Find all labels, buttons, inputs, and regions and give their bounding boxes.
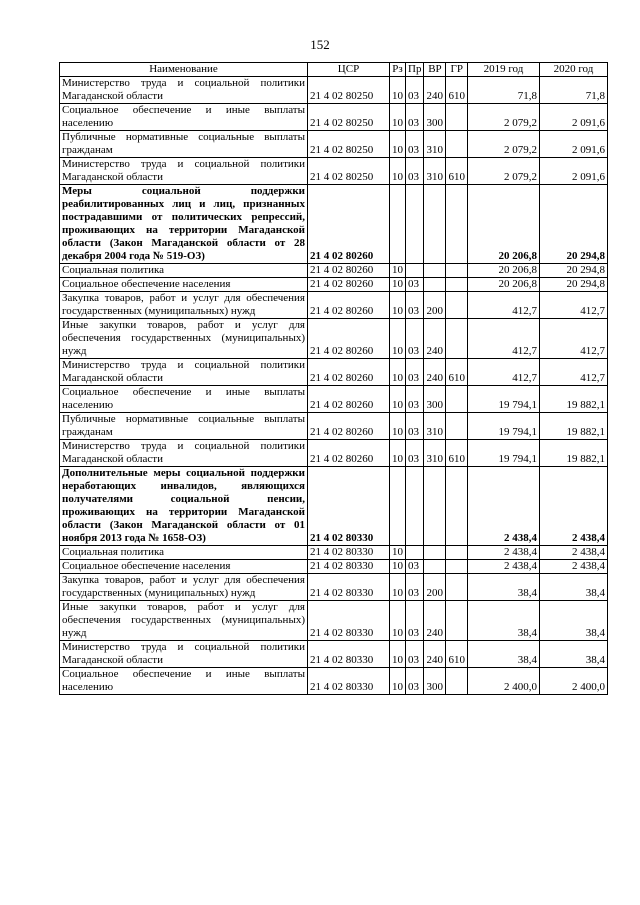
header-vr: ВР [424, 63, 446, 77]
row-value-2020: 20 294,8 [539, 185, 607, 264]
row-value-2019: 2 079,2 [467, 158, 539, 185]
header-row [60, 63, 608, 77]
row-pr: 03 [406, 641, 424, 668]
row-value-2019: 2 438,4 [467, 560, 539, 574]
row-name: Социальное обеспечение и иные выплаты населению [60, 104, 308, 131]
row-rz: 10 [390, 440, 406, 467]
row-value-2019: 19 794,1 [467, 413, 539, 440]
table-row [60, 292, 608, 319]
row-gr: 610 [446, 158, 468, 185]
table-row [60, 601, 608, 641]
table-row [60, 158, 608, 185]
table-row [60, 131, 608, 158]
row-pr: 03 [406, 574, 424, 601]
table-row [60, 467, 608, 546]
row-gr: 610 [446, 77, 468, 104]
table-row [60, 386, 608, 413]
row-vr: 240 [424, 319, 446, 359]
row-value-2020: 38,4 [539, 641, 607, 668]
row-vr: 310 [424, 440, 446, 467]
row-value-2019: 2 438,4 [467, 546, 539, 560]
row-gr [446, 386, 468, 413]
row-vr: 240 [424, 601, 446, 641]
row-gr [446, 601, 468, 641]
row-name: Социальное обеспечение и иные выплаты населению [60, 668, 308, 695]
budget-table-body [60, 77, 608, 695]
row-value-2019: 38,4 [467, 601, 539, 641]
row-csr: 21 4 02 80260 [308, 278, 390, 292]
row-value-2019: 2 438,4 [467, 467, 539, 546]
row-value-2020: 19 882,1 [539, 386, 607, 413]
row-value-2020: 2 438,4 [539, 467, 607, 546]
row-gr [446, 104, 468, 131]
row-value-2019: 19 794,1 [467, 440, 539, 467]
row-name: Социальное обеспечение населения [60, 278, 308, 292]
row-value-2020: 20 294,8 [539, 264, 607, 278]
row-gr [446, 264, 468, 278]
row-rz: 10 [390, 158, 406, 185]
row-gr [446, 413, 468, 440]
row-name: Министерство труда и социальной политики Магаданской области [60, 641, 308, 668]
table-row [60, 278, 608, 292]
row-name: Министерство труда и социальной политики Магаданской области [60, 359, 308, 386]
row-rz: 10 [390, 131, 406, 158]
header-csr: ЦСР [308, 63, 390, 77]
row-name: Иные закупки товаров, работ и услуг для обеспечения государственных (муниципальных) нужд [60, 319, 308, 359]
row-value-2020: 19 882,1 [539, 440, 607, 467]
row-value-2020: 2 091,6 [539, 131, 607, 158]
row-csr: 21 4 02 80330 [308, 467, 390, 546]
row-csr: 21 4 02 80330 [308, 601, 390, 641]
header-rz: Рз [390, 63, 406, 77]
row-rz: 10 [390, 292, 406, 319]
table-row [60, 560, 608, 574]
row-vr [424, 185, 446, 264]
row-csr: 21 4 02 80330 [308, 641, 390, 668]
row-gr: 610 [446, 359, 468, 386]
row-name: Социальная политика [60, 264, 308, 278]
row-csr: 21 4 02 80330 [308, 560, 390, 574]
row-csr: 21 4 02 80260 [308, 319, 390, 359]
row-name: Социальная политика [60, 546, 308, 560]
row-vr: 300 [424, 386, 446, 413]
row-vr: 240 [424, 641, 446, 668]
row-vr: 300 [424, 104, 446, 131]
row-gr [446, 467, 468, 546]
row-rz: 10 [390, 278, 406, 292]
table-row [60, 104, 608, 131]
row-value-2020: 412,7 [539, 292, 607, 319]
row-value-2020: 2 091,6 [539, 158, 607, 185]
row-pr: 03 [406, 131, 424, 158]
row-gr [446, 560, 468, 574]
row-gr [446, 185, 468, 264]
table-row [60, 413, 608, 440]
row-pr: 03 [406, 104, 424, 131]
table-row [60, 546, 608, 560]
row-pr [406, 467, 424, 546]
row-vr: 310 [424, 413, 446, 440]
row-csr: 21 4 02 80260 [308, 440, 390, 467]
row-csr: 21 4 02 80260 [308, 185, 390, 264]
row-name: Министерство труда и социальной политики Магаданской области [60, 77, 308, 104]
table-row [60, 641, 608, 668]
row-pr [406, 185, 424, 264]
row-pr [406, 264, 424, 278]
row-gr [446, 278, 468, 292]
table-row [60, 359, 608, 386]
header-pr: Пр [406, 63, 424, 77]
row-name: Социальное обеспечение и иные выплаты населению [60, 386, 308, 413]
row-name: Публичные нормативные социальные выплаты гражданам [60, 131, 308, 158]
row-gr: 610 [446, 641, 468, 668]
row-rz: 10 [390, 319, 406, 359]
row-pr: 03 [406, 158, 424, 185]
row-rz: 10 [390, 668, 406, 695]
row-csr: 21 4 02 80330 [308, 574, 390, 601]
row-vr: 300 [424, 668, 446, 695]
row-rz: 10 [390, 386, 406, 413]
row-vr [424, 546, 446, 560]
row-rz: 10 [390, 546, 406, 560]
row-rz [390, 467, 406, 546]
row-value-2019: 38,4 [467, 641, 539, 668]
row-rz: 10 [390, 574, 406, 601]
row-gr: 610 [446, 440, 468, 467]
row-name: Дополнительные меры социальной поддержки неработающих инвалидов, являющихся получателями социальной пенсии, проживающих на территории Магаданской области (Закон Магаданской области от 01 ноября 2013 года № 1658-ОЗ) [60, 467, 308, 546]
row-name: Меры социальной поддержки реабилитированных лиц и лиц, признанных пострадавшими от политических репрессий, проживающих на территории Магаданской области (Закон Магаданской области от 28 декабря 2004 года № 519-ОЗ) [60, 185, 308, 264]
header-2019: 2019 год [467, 63, 539, 77]
row-value-2020: 38,4 [539, 601, 607, 641]
row-value-2020: 2 438,4 [539, 546, 607, 560]
row-pr: 03 [406, 601, 424, 641]
row-value-2019: 71,8 [467, 77, 539, 104]
table-row [60, 77, 608, 104]
row-pr: 03 [406, 386, 424, 413]
row-pr: 03 [406, 413, 424, 440]
row-rz: 10 [390, 104, 406, 131]
row-csr: 21 4 02 80260 [308, 292, 390, 319]
row-gr [446, 574, 468, 601]
row-value-2020: 2 438,4 [539, 560, 607, 574]
row-rz: 10 [390, 359, 406, 386]
budget-table [59, 62, 608, 695]
row-rz: 10 [390, 560, 406, 574]
row-vr [424, 278, 446, 292]
row-value-2019: 38,4 [467, 574, 539, 601]
row-pr: 03 [406, 278, 424, 292]
row-csr: 21 4 02 80260 [308, 386, 390, 413]
row-value-2019: 412,7 [467, 292, 539, 319]
row-pr: 03 [406, 359, 424, 386]
row-vr: 200 [424, 292, 446, 319]
row-gr [446, 319, 468, 359]
row-vr [424, 467, 446, 546]
row-vr [424, 560, 446, 574]
table-row [60, 319, 608, 359]
row-gr [446, 292, 468, 319]
row-name: Министерство труда и социальной политики Магаданской области [60, 158, 308, 185]
row-pr: 03 [406, 560, 424, 574]
header-gr: ГР [446, 63, 468, 77]
row-value-2019: 20 206,8 [467, 264, 539, 278]
row-csr: 21 4 02 80250 [308, 104, 390, 131]
row-pr: 03 [406, 440, 424, 467]
row-csr: 21 4 02 80330 [308, 546, 390, 560]
row-value-2020: 2 400,0 [539, 668, 607, 695]
row-name: Закупка товаров, работ и услуг для обеспечения государственных (муниципальных) нужд [60, 574, 308, 601]
row-csr: 21 4 02 80250 [308, 77, 390, 104]
row-value-2020: 19 882,1 [539, 413, 607, 440]
row-pr: 03 [406, 319, 424, 359]
row-gr [446, 131, 468, 158]
row-pr: 03 [406, 292, 424, 319]
row-value-2020: 412,7 [539, 359, 607, 386]
row-name: Закупка товаров, работ и услуг для обеспечения государственных (муниципальных) нужд [60, 292, 308, 319]
row-value-2019: 2 400,0 [467, 668, 539, 695]
row-value-2020: 2 091,6 [539, 104, 607, 131]
row-csr: 21 4 02 80250 [308, 131, 390, 158]
header-name: Наименование [60, 63, 308, 77]
row-value-2019: 20 206,8 [467, 185, 539, 264]
table-row [60, 668, 608, 695]
row-value-2019: 412,7 [467, 359, 539, 386]
row-csr: 21 4 02 80260 [308, 359, 390, 386]
table-row [60, 264, 608, 278]
row-vr: 240 [424, 359, 446, 386]
row-csr: 21 4 02 80250 [308, 158, 390, 185]
table-row [60, 440, 608, 467]
row-rz: 10 [390, 77, 406, 104]
row-value-2020: 20 294,8 [539, 278, 607, 292]
row-rz [390, 185, 406, 264]
header-2020: 2020 год [539, 63, 607, 77]
row-rz: 10 [390, 641, 406, 668]
row-value-2019: 19 794,1 [467, 386, 539, 413]
page-number: 152 [310, 37, 330, 52]
row-csr: 21 4 02 80330 [308, 668, 390, 695]
row-name: Публичные нормативные социальные выплаты гражданам [60, 413, 308, 440]
row-value-2020: 71,8 [539, 77, 607, 104]
row-value-2019: 2 079,2 [467, 104, 539, 131]
row-value-2020: 412,7 [539, 319, 607, 359]
row-vr: 310 [424, 158, 446, 185]
row-name: Министерство труда и социальной политики Магаданской области [60, 440, 308, 467]
row-value-2020: 38,4 [539, 574, 607, 601]
row-gr [446, 546, 468, 560]
row-rz: 10 [390, 413, 406, 440]
row-csr: 21 4 02 80260 [308, 413, 390, 440]
row-rz: 10 [390, 264, 406, 278]
table-row [60, 574, 608, 601]
row-vr [424, 264, 446, 278]
row-rz: 10 [390, 601, 406, 641]
row-value-2019: 412,7 [467, 319, 539, 359]
row-value-2019: 20 206,8 [467, 278, 539, 292]
row-vr: 310 [424, 131, 446, 158]
table-row [60, 185, 608, 264]
row-csr: 21 4 02 80260 [308, 264, 390, 278]
row-vr: 200 [424, 574, 446, 601]
row-name: Иные закупки товаров, работ и услуг для обеспечения государственных (муниципальных) нужд [60, 601, 308, 641]
row-pr: 03 [406, 77, 424, 104]
row-pr [406, 546, 424, 560]
row-pr: 03 [406, 668, 424, 695]
row-gr [446, 668, 468, 695]
row-value-2019: 2 079,2 [467, 131, 539, 158]
row-vr: 240 [424, 77, 446, 104]
row-name: Социальное обеспечение населения [60, 560, 308, 574]
